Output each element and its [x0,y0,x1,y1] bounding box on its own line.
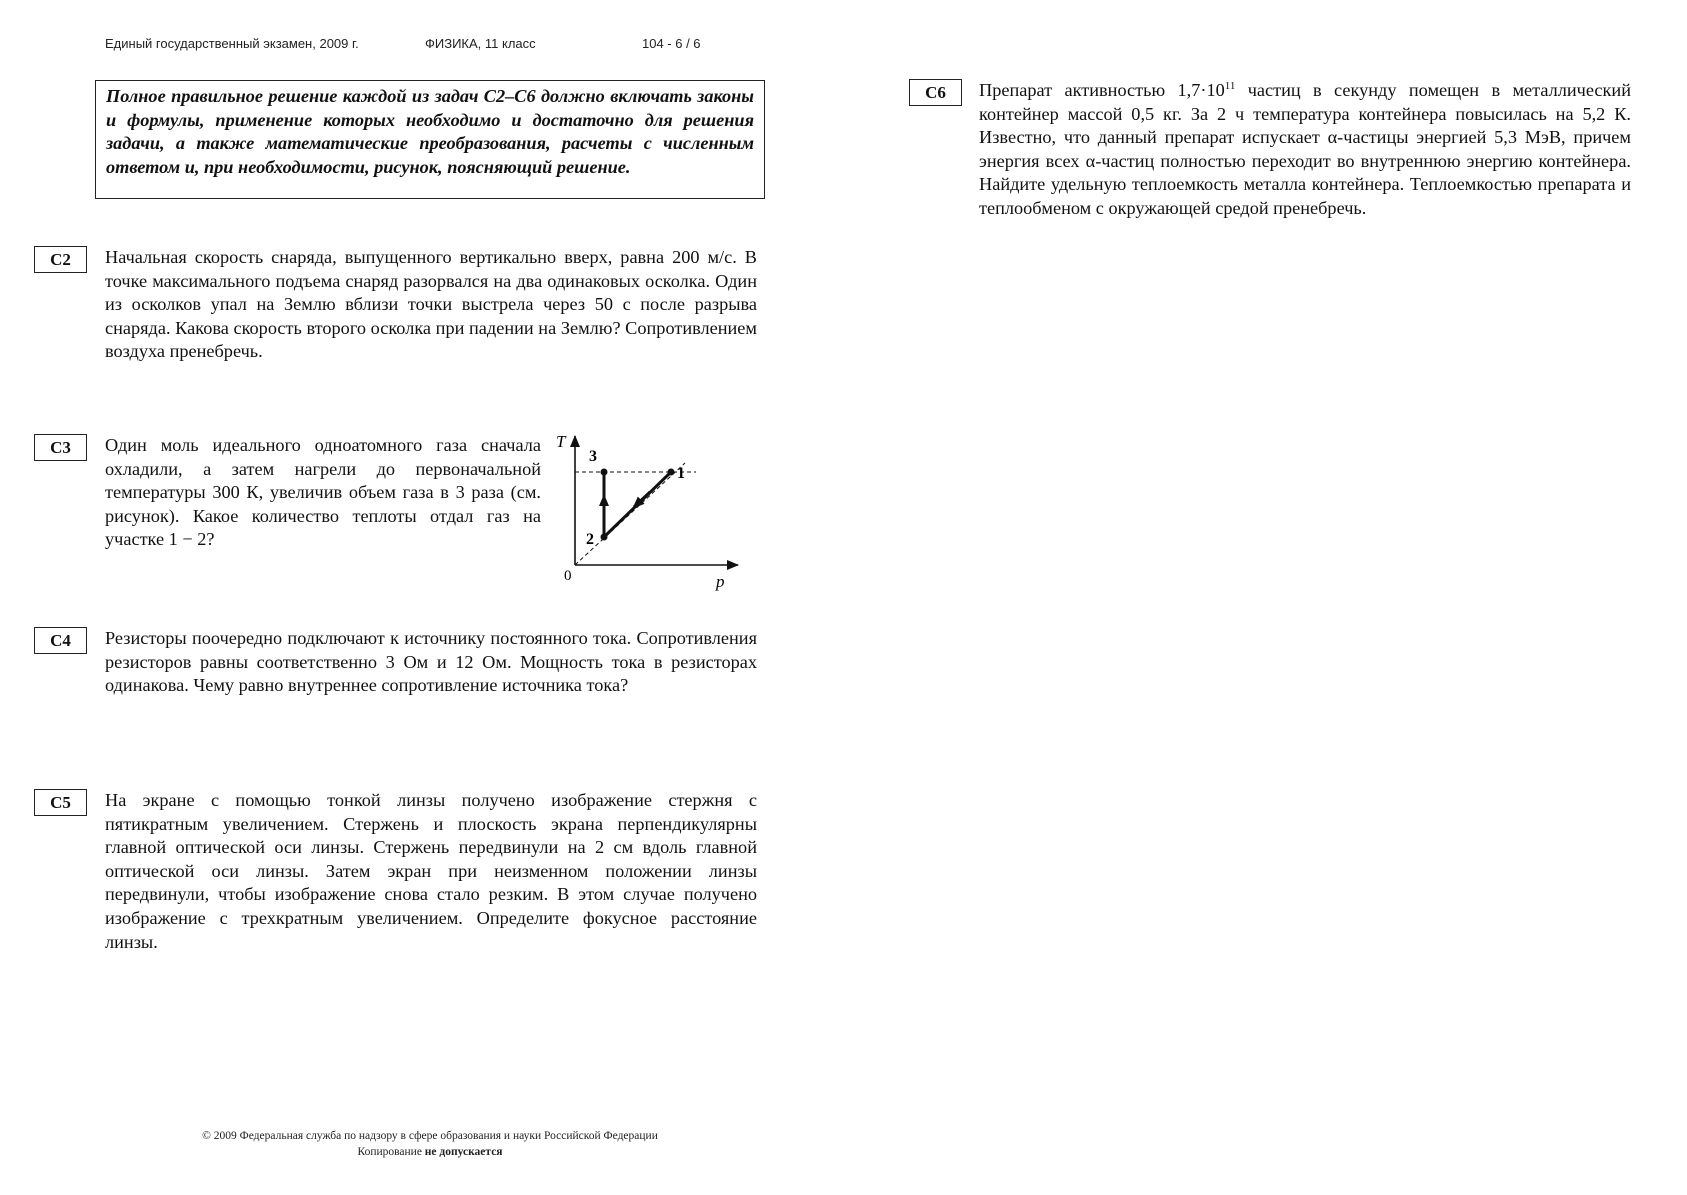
header-subject: ФИЗИКА, 11 класс [425,36,536,51]
state-point-2 [601,534,608,541]
task-text-c6-start: Препарат активностью 1,7·10 [979,80,1225,100]
task-text-c2: Начальная скорость снаряда, выпущенного вертикально вверх, равна 200 м/с. В точке максимального подъема снаряд разорвался на два одинаковых осколка. Один из осколков упал на Землю вблизи точки выстрела через 50 с после разрыва снаряда. Какова скорость второго осколка при падении на Землю? Сопротивлением воздуха пренебречь. [105,247,757,362]
task-text-c6 [979,79,1631,221]
footer-copy-prefix: Копирование [357,1146,425,1158]
task-label-c5: С5 [34,789,87,816]
p-axis-label: p [716,572,725,591]
point-3-label: 3 [589,448,597,465]
task-label-c2: С2 [34,246,87,273]
footer-copyright: © 2009 Федеральная служба по надзору в сфере образования и науки Российской Федерации [202,1130,658,1142]
state-point-3 [601,469,608,476]
task-text-c5: На экране с помощью тонкой линзы получено изображение стержня с пятикратным увеличением. Стержень и плоскость экрана перпендикулярны главной оптической оси линзы. Стержень передвинули на 2 см вдоль главной оптической оси линзы. Затем экран при неизменном положении линзы передвинули, чтобы изображение снова стало резким. В этом случае получено изображение с трехкратным увеличением. Определите фокусное расстояние линзы. [105,790,757,952]
footer-copy-forbidden: не допускается [424,1146,503,1158]
header-exam-title: Единый государственный экзамен, 2009 г. [105,36,359,51]
task-text-c6-exponent: 11 [1224,79,1236,92]
point-2-label: 2 [586,531,594,548]
header-page-number: 104 - 6 / 6 [642,36,701,51]
t-axis-label: T [556,432,566,451]
task-label-c3: С3 [34,434,87,461]
state-point-1 [668,469,675,476]
task-text-c6-rest: частиц в секунду помещен в металлический контейнер массой 0,5 кг. За 2 ч температура контейнера повысилась на 5,2 К. Известно, что данный препарат испускает α-частицы энергией 5,3 МэВ, причем энергия всех α-частиц полностью переходит во внутреннюю энергию контейнера. Найдите удельную теплоемкость металла контейнера. Теплоемкостью препарата и теплообменом с окружающей средой пренебречь. [979,80,1631,218]
point-1-label: 1 [677,465,685,482]
task-text-c3: Один моль идеального одноатомного газа сначала охладили, а затем нагрели до первоначальной температуры 300 К, увеличив объем газа в 3 раза (см. рисунок). Какое количество теплоты отдал газ на участке 1 − 2? [105,435,541,550]
process-1-2-arrow [634,492,650,507]
isochore-guide [575,463,685,565]
origin-label: 0 [564,568,572,584]
task-label-c4: С4 [34,627,87,654]
solution-requirements-notice: Полное правильное решение каждой из задач С2–С6 должно включать законы и формулы, применение которых необходимо и достаточно для решения задачи, а также математические преобразования, расчеты с численным ответом и, при необходимости, рисунок, поясняющий решение. [95,80,765,199]
task-text-c4: Резисторы поочередно подключают к источнику постоянного тока. Сопротивления резисторов равны соответственно 3 Ом и 12 Ом. Мощность тока в резисторах одинакова. Чему равно внутреннее сопротивление источника тока? [105,628,757,696]
task-label-c6: С6 [909,79,962,106]
footer-copy-notice [95,1146,765,1158]
pt-diagram [550,430,750,595]
